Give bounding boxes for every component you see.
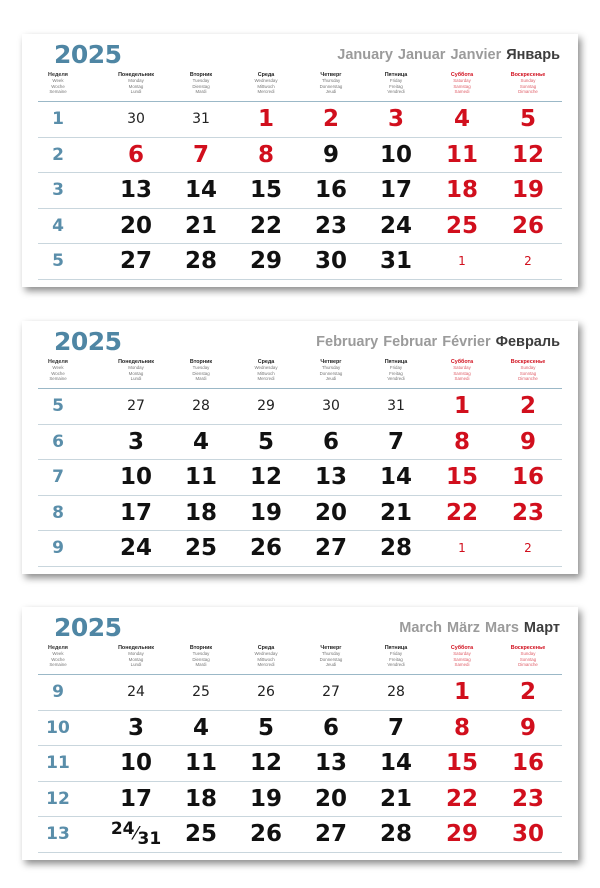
day-cell: 12 — [249, 750, 282, 777]
week-row — [38, 782, 562, 818]
day-cell: 15 — [445, 464, 478, 491]
day-cell: 25 — [184, 821, 217, 848]
weekday-fr: Jeudi — [325, 662, 337, 668]
day-cell: 27 — [127, 398, 145, 414]
day-cell: 24 — [127, 684, 145, 700]
weekday-header-cell — [169, 73, 233, 95]
day-cell: 5 — [519, 106, 536, 132]
month-name: März — [447, 620, 481, 636]
weekday-ru: Среда — [257, 359, 275, 365]
day-cell: 22 — [445, 499, 478, 526]
day-cell: 3 — [387, 106, 404, 132]
weekday-fr: Mercredi — [257, 376, 275, 382]
week-row — [38, 496, 562, 532]
month-march — [22, 607, 578, 860]
weekday-header-cell — [234, 646, 298, 668]
weekday-fr: Semaine — [49, 376, 67, 382]
weekday-fr: Lundi — [130, 89, 142, 95]
weekday-header-cell — [364, 360, 428, 382]
year-label: 2025 — [54, 327, 122, 356]
day-cell: 17 — [119, 785, 152, 812]
weekday-fr: Jeudi — [325, 89, 337, 95]
day-cell: 18 — [184, 499, 217, 526]
weekday-de: Donnerstag — [319, 370, 343, 376]
month-name: Март — [523, 620, 560, 636]
weekday-ru: Четверг — [320, 645, 342, 651]
weekday-header-cell — [496, 360, 560, 382]
weekday-fr: Semaine — [49, 662, 67, 668]
month-name: Februar — [383, 334, 438, 350]
day-cell: 2 — [322, 106, 339, 132]
weekday-en: Monday — [128, 78, 144, 84]
day-cell: 27 — [314, 535, 347, 562]
weekday-fr: Jeudi — [325, 376, 337, 382]
weekday-en: Wednesday — [254, 365, 278, 371]
weekday-de: Samstag — [453, 83, 471, 89]
month-name: March — [399, 620, 442, 636]
week-row — [38, 102, 562, 138]
weekday-header-cell — [299, 646, 363, 668]
weekday-header-cell — [104, 360, 168, 382]
day-cell: 7 — [387, 714, 404, 741]
day-cell: 31 — [387, 398, 405, 414]
day-cell: 14 — [379, 464, 412, 491]
day-cell: 28 — [387, 684, 405, 700]
weekday-en: Week — [52, 78, 64, 84]
weekday-ru: Пятница — [384, 645, 408, 651]
day-cell: 7 — [192, 141, 209, 168]
weekday-fr: Mardi — [195, 376, 207, 382]
weekday-ru: Суббота — [450, 359, 474, 365]
day-cell: 25 — [184, 535, 217, 562]
weekday-header-cell — [299, 73, 363, 95]
weekday-fr: Vendredi — [387, 89, 405, 95]
day-cell: 17 — [379, 177, 412, 204]
day-cell: 12 — [511, 141, 544, 168]
day-cell: 15 — [249, 177, 282, 204]
weekday-de: Donnerstag — [319, 83, 343, 89]
weekday-fr: Semaine — [49, 89, 67, 95]
day-cell: 9 — [519, 714, 536, 741]
day-cell: 29 — [445, 821, 478, 848]
weekday-de: Woche — [51, 83, 65, 89]
week-row — [38, 244, 562, 280]
weekday-header — [22, 646, 578, 672]
weekday-fr: Mardi — [195, 89, 207, 95]
weekday-ru: Четверг — [320, 72, 342, 78]
weekday-en: Monday — [128, 651, 144, 657]
weekday-ru: Среда — [257, 645, 275, 651]
day-cell: 22 — [445, 785, 478, 812]
month-name: January — [337, 47, 393, 63]
day-cell: 16 — [314, 177, 347, 204]
weekday-en: Week — [52, 651, 64, 657]
weekday-fr: Dimanche — [518, 89, 538, 95]
weekday-header-cell — [104, 73, 168, 95]
weekday-de: Freitag — [389, 656, 403, 662]
day-cell: 1 — [458, 254, 466, 269]
day-cell: 23 — [314, 212, 347, 239]
weekday-ru: Пятница — [384, 359, 408, 365]
weekday-header-cell — [38, 360, 78, 382]
month-names — [332, 47, 560, 63]
weekday-de: Freitag — [389, 83, 403, 89]
day-cell: 11 — [184, 464, 217, 491]
day-cell: 8 — [257, 141, 274, 168]
weekday-header-cell — [496, 646, 560, 668]
weekday-header-cell — [430, 646, 494, 668]
weekday-ru: Пятница — [384, 72, 408, 78]
month-name: Januar — [397, 47, 446, 63]
year-label: 2025 — [54, 613, 122, 642]
week-row — [38, 746, 562, 782]
weekday-en: Saturday — [453, 365, 471, 371]
day-cell: 12 — [249, 464, 282, 491]
day-cell: 1 — [453, 393, 470, 419]
day-cell: 10 — [119, 750, 152, 777]
week-row — [38, 675, 562, 711]
day-cell: 8 — [453, 428, 470, 455]
day-cell: 2 — [524, 254, 532, 269]
week-number: 5 — [52, 396, 64, 416]
week-rows — [22, 389, 578, 567]
day-cell: 29 — [249, 248, 282, 275]
day-cell: 13 — [314, 750, 347, 777]
weekday-header-cell — [364, 646, 428, 668]
day-cell: 19 — [249, 499, 282, 526]
week-number: 7 — [52, 467, 64, 488]
week-row — [38, 711, 562, 747]
week-number: 2 — [52, 144, 64, 165]
day-cell: 16 — [511, 464, 544, 491]
weekday-fr: Lundi — [130, 376, 142, 382]
day-cell: 11 — [445, 141, 478, 168]
month-february — [22, 321, 578, 574]
day-cell: 16 — [511, 750, 544, 777]
day-cell: 6 — [322, 428, 339, 455]
day-cell: 21 — [379, 785, 412, 812]
day-cell: 14 — [184, 177, 217, 204]
week-row — [38, 817, 562, 853]
day-cell: 23 — [511, 499, 544, 526]
day-cell: 8 — [453, 714, 470, 741]
month-name: Janvier — [450, 47, 502, 63]
week-rows — [22, 675, 578, 853]
day-cell: 15 — [445, 750, 478, 777]
week-number: 5 — [52, 251, 64, 272]
weekday-ru: Понедельник — [118, 359, 154, 365]
week-row — [38, 173, 562, 209]
weekday-de: Samstag — [453, 656, 471, 662]
weekday-header-cell — [364, 73, 428, 95]
day-cell: 2 — [519, 679, 536, 705]
weekday-ru: Воскресенье — [510, 645, 546, 651]
weekday-en: Saturday — [453, 651, 471, 657]
day-cell: 9 — [519, 428, 536, 455]
day-cell: 26 — [249, 535, 282, 562]
day-cell: 4 — [192, 714, 209, 741]
weekday-de: Woche — [51, 370, 65, 376]
weekday-en: Thursday — [321, 651, 341, 657]
week-row — [38, 209, 562, 245]
week-row — [38, 460, 562, 496]
day-cell: 3 — [127, 428, 144, 455]
weekday-de: Sonntag — [519, 370, 537, 376]
day-cell: 30 — [127, 111, 145, 127]
weekday-header-cell — [299, 360, 363, 382]
week-row — [38, 425, 562, 461]
weekday-ru: Неделя — [48, 359, 68, 365]
weekday-en: Sunday — [520, 365, 536, 371]
weekday-fr: Samedi — [454, 662, 470, 668]
week-row — [38, 138, 562, 174]
weekday-en: Sunday — [520, 651, 536, 657]
month-name: Февраль — [495, 334, 560, 350]
weekday-ru: Неделя — [48, 645, 68, 651]
day-cell: 26 — [511, 212, 544, 239]
day-cell: 28 — [379, 821, 412, 848]
weekday-ru: Суббота — [450, 645, 474, 651]
day-cell: 4 — [453, 106, 470, 132]
weekday-de: Sonntag — [519, 83, 537, 89]
week-number: 1 — [52, 109, 64, 129]
day-cell: 23 — [511, 785, 544, 812]
weekday-en: Week — [52, 365, 64, 371]
weekday-fr: Vendredi — [387, 662, 405, 668]
weekday-en: Monday — [128, 365, 144, 371]
day-cell: 21 — [379, 499, 412, 526]
day-cell: 2 — [524, 541, 532, 556]
weekday-en: Wednesday — [254, 651, 278, 657]
day-cell: 27 — [322, 684, 340, 700]
weekday-en: Friday — [389, 365, 403, 371]
weekday-en: Saturday — [453, 78, 471, 84]
week-number: 4 — [52, 215, 64, 236]
weekday-de: Montag — [128, 370, 144, 376]
weekday-header-cell — [430, 73, 494, 95]
week-number: 6 — [52, 431, 64, 452]
weekday-ru: Понедельник — [118, 72, 154, 78]
day-cell: 6 — [322, 714, 339, 741]
weekday-en: Thursday — [321, 78, 341, 84]
day-number: 31 — [137, 829, 162, 850]
weekday-ru: Вторник — [189, 645, 213, 651]
day-cell: 11 — [184, 750, 217, 777]
weekday-de: Samstag — [453, 370, 471, 376]
weekday-header-cell — [430, 360, 494, 382]
day-cell: 30 — [314, 248, 347, 275]
weekday-fr: Samedi — [454, 376, 470, 382]
month-name: Январь — [506, 47, 560, 63]
weekday-header-cell — [104, 646, 168, 668]
weekday-en: Tuesday — [192, 365, 210, 371]
weekday-en: Friday — [389, 78, 403, 84]
day-cell: 10 — [379, 141, 412, 168]
weekday-ru: Четверг — [320, 359, 342, 365]
month-name: Mars — [485, 620, 519, 636]
weekday-en: Tuesday — [192, 78, 210, 84]
weekday-ru: Воскресенье — [510, 72, 546, 78]
week-number: 10 — [46, 717, 70, 738]
day-cell: 13 — [119, 177, 152, 204]
weekday-header-cell — [234, 360, 298, 382]
day-cell: 25 — [445, 212, 478, 239]
weekday-fr: Mercredi — [257, 662, 275, 668]
day-cell: 1 — [257, 106, 274, 132]
week-number: 13 — [46, 824, 70, 845]
day-cell — [104, 817, 168, 851]
day-cell: 24 — [379, 212, 412, 239]
week-number: 9 — [52, 538, 64, 559]
week-number: 11 — [46, 753, 70, 774]
weekday-de: Montag — [128, 83, 144, 89]
day-cell: 22 — [249, 212, 282, 239]
day-cell: 25 — [192, 684, 210, 700]
weekday-de: Dienstag — [192, 656, 210, 662]
weekday-header-cell — [496, 73, 560, 95]
day-cell: 27 — [119, 248, 152, 275]
weekday-fr: Lundi — [130, 662, 142, 668]
day-cell: 30 — [511, 821, 544, 848]
weekday-ru: Неделя — [48, 72, 68, 78]
weekday-fr: Dimanche — [518, 376, 538, 382]
weekday-de: Mittwoch — [257, 656, 275, 662]
year-label: 2025 — [54, 40, 122, 69]
weekday-ru: Воскресенье — [510, 359, 546, 365]
weekday-ru: Среда — [257, 72, 275, 78]
weekday-de: Dienstag — [192, 83, 210, 89]
day-cell: 19 — [249, 785, 282, 812]
weekday-en: Thursday — [321, 365, 341, 371]
weekday-header-cell — [169, 360, 233, 382]
day-cell: 13 — [314, 464, 347, 491]
day-cell: 26 — [249, 821, 282, 848]
day-cell: 31 — [379, 248, 412, 275]
weekday-de: Mittwoch — [257, 83, 275, 89]
month-name: February — [316, 334, 379, 350]
weekday-de: Freitag — [389, 370, 403, 376]
week-row — [38, 531, 562, 567]
day-cell: 20 — [314, 499, 347, 526]
weekday-header-cell — [38, 73, 78, 95]
weekday-ru: Вторник — [189, 72, 213, 78]
week-number: 12 — [46, 788, 70, 809]
weekday-ru: Понедельник — [118, 645, 154, 651]
weekday-en: Sunday — [520, 78, 536, 84]
day-cell: 17 — [119, 499, 152, 526]
weekday-de: Montag — [128, 656, 144, 662]
day-cell: 28 — [379, 535, 412, 562]
weekday-header-cell — [169, 646, 233, 668]
day-cell: 4 — [192, 428, 209, 455]
month-january — [22, 34, 578, 287]
weekday-de: Sonntag — [519, 656, 537, 662]
day-cell: 28 — [192, 398, 210, 414]
weekday-fr: Mercredi — [257, 89, 275, 95]
day-cell: 10 — [119, 464, 152, 491]
day-cell: 29 — [257, 398, 275, 414]
day-cell: 5 — [257, 428, 274, 455]
weekday-de: Woche — [51, 656, 65, 662]
weekday-en: Tuesday — [192, 651, 210, 657]
day-cell: 21 — [184, 212, 217, 239]
day-cell: 9 — [322, 141, 339, 168]
day-cell: 31 — [192, 111, 210, 127]
weekday-en: Wednesday — [254, 78, 278, 84]
weekday-fr: Dimanche — [518, 662, 538, 668]
day-cell: 20 — [119, 212, 152, 239]
week-number: 9 — [52, 682, 64, 702]
day-cell: 20 — [314, 785, 347, 812]
weekday-en: Friday — [389, 651, 403, 657]
day-cell: 26 — [257, 684, 275, 700]
month-names — [311, 334, 560, 350]
weekday-fr: Mardi — [195, 662, 207, 668]
day-cell: 7 — [387, 428, 404, 455]
weekday-header — [22, 360, 578, 386]
weekday-de: Dienstag — [192, 370, 210, 376]
weekday-fr: Samedi — [454, 89, 470, 95]
weekday-fr: Vendredi — [387, 376, 405, 382]
week-number: 3 — [52, 180, 64, 201]
weekday-header-cell — [234, 73, 298, 95]
day-number: 24 — [110, 819, 135, 840]
day-cell: 27 — [314, 821, 347, 848]
weekday-header — [22, 73, 578, 99]
day-cell: 1 — [453, 679, 470, 705]
week-row — [38, 389, 562, 425]
weekday-de: Donnerstag — [319, 656, 343, 662]
day-cell: 18 — [184, 785, 217, 812]
day-cell: 19 — [511, 177, 544, 204]
day-cell: 28 — [184, 248, 217, 275]
weekday-ru: Суббота — [450, 72, 474, 78]
fraction-slash: ⁄ — [134, 823, 138, 845]
week-number: 8 — [52, 502, 64, 523]
weekday-de: Mittwoch — [257, 370, 275, 376]
day-cell: 30 — [322, 398, 340, 414]
weekday-ru: Вторник — [189, 359, 213, 365]
day-cell: 24 — [119, 535, 152, 562]
weekday-header-cell — [38, 646, 78, 668]
day-cell: 3 — [127, 714, 144, 741]
day-cell: 1 — [458, 541, 466, 556]
day-cell: 14 — [379, 750, 412, 777]
month-name: Février — [442, 334, 491, 350]
week-rows — [22, 102, 578, 280]
day-cell: 5 — [257, 714, 274, 741]
day-cell: 6 — [127, 141, 144, 168]
day-cell: 2 — [519, 393, 536, 419]
month-names — [394, 620, 560, 636]
day-cell: 18 — [445, 177, 478, 204]
